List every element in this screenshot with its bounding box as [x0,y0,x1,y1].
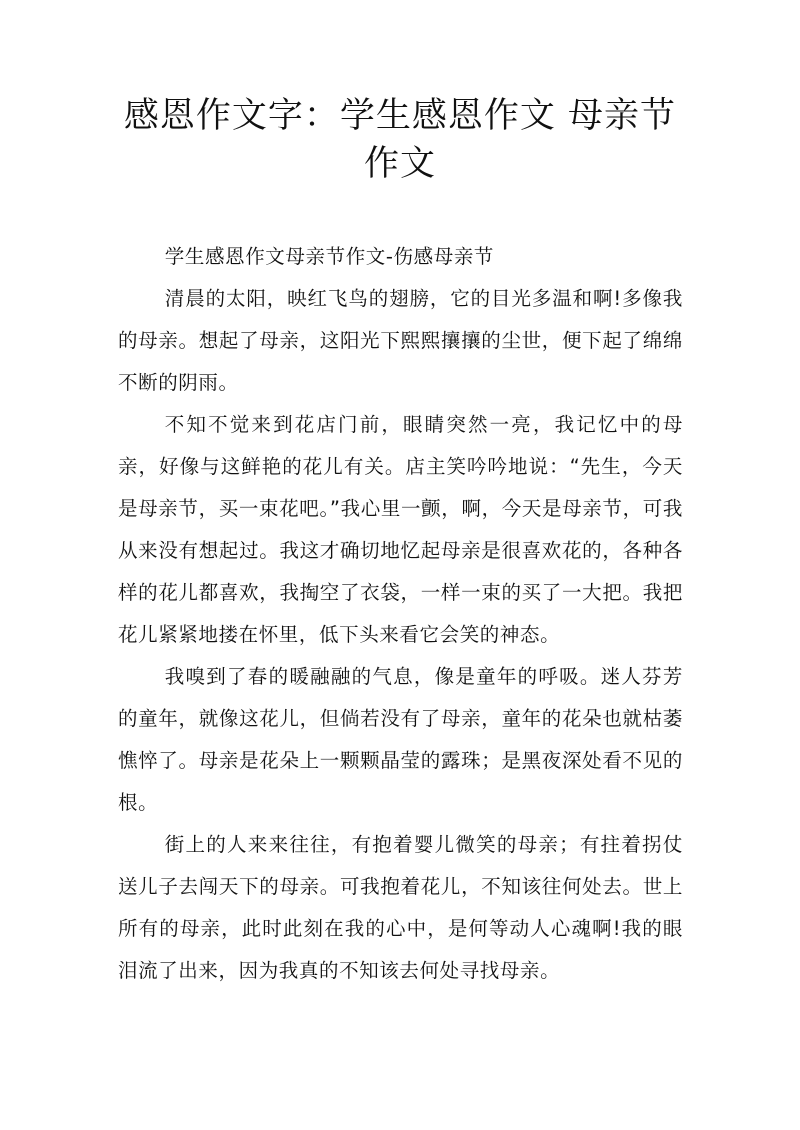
document-subtitle: 学生感恩作文母亲节作文-伤感母亲节 [164,245,495,268]
paragraph: 我嗅到了春的暖融融的气息，像是童年的呼吸。迷人芬芳的童年，就像这花儿，但倘若没有了母亲，童年的花朵也就枯萎憔悴了。母亲是花朵上一颗颗晶莹的露珠；是黑夜深处看不见的根。 [118,665,683,814]
document-body [118,236,683,992]
paragraph: 街上的人来来往往，有抱着婴儿微笑的母亲；有拄着拐仗送儿子去闯天下的母亲。可我抱着花儿，不知该往何处去。世上所有的母亲，此时此刻在我的心中，是何等动人心魂啊!我的眼泪流了出来，因为我真的不知该去何处寻找母亲。 [118,833,683,982]
paragraph: 不知不觉来到花店门前，眼睛突然一亮，我记忆中的母亲，好像与这鲜艳的花儿有关。店主笑吟吟地说：“先生，今天是母亲节，买一束花吧。”我心里一颤，啊，今天是母亲节，可我从来没有想起过。我这才确切地忆起母亲是很喜欢花的，各种各样的花儿都喜欢，我掏空了衣袋，一样一束的买了一大把。我把花儿紧紧地搂在怀里，低下头来看它会笑的神态。 [118,413,683,646]
paragraph: 清晨的太阳，映红飞鸟的翅膀，它的目光多温和啊!多像我的母亲。想起了母亲，这阳光下熙熙攘攘的尘世，便下起了绵绵不断的阴雨。 [118,287,683,394]
document-title: 感恩作文字：学生感恩作文 母亲节作文 [123,96,677,184]
